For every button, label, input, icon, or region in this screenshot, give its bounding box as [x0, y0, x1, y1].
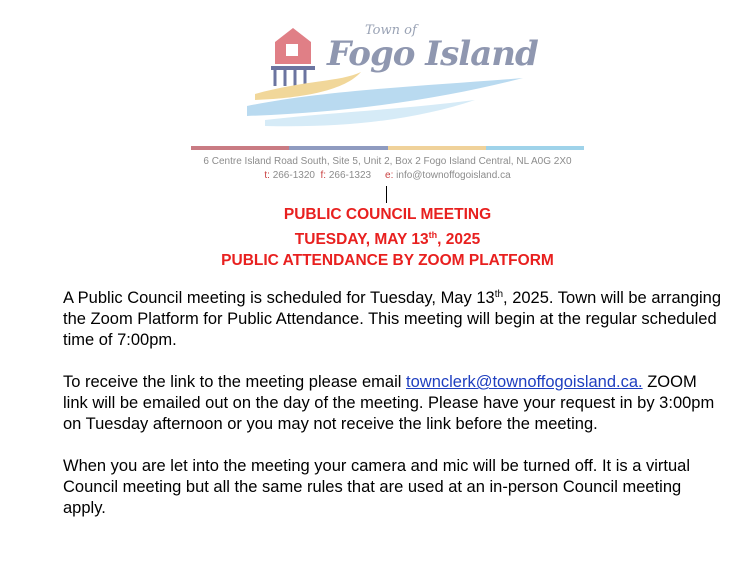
paragraph-rules: When you are let into the meeting your camera and mic will be turned off. It is a virtual Council meeting but all the same rules that are used at an in-person Council meeting apply. — [63, 457, 690, 517]
letterhead-contacts — [191, 170, 584, 181]
notice-body — [63, 288, 723, 540]
heading-line-1: PUBLIC COUNCIL MEETING — [283, 206, 492, 223]
logo-fogo-island: Fogo Island — [327, 34, 538, 74]
p2-pre: To receive the link to the meeting please email — [63, 373, 407, 391]
fax-label: f: — [320, 170, 327, 181]
heading-date-sup: th — [428, 230, 438, 240]
color-bar-segment-4 — [486, 146, 584, 150]
p1-post: , 2025. Town will be arranging the Zoom Platform for Public Attendance. This meeting will begin at the regular scheduled time of 7:00pm. — [63, 289, 722, 349]
paragraph-link-request — [63, 372, 723, 435]
townclerk-email-link[interactable]: townclerk@townoffogoisland.ca. — [406, 373, 643, 391]
letterhead-color-bar — [191, 146, 584, 150]
heading-date-pre: TUESDAY, MAY 13 — [294, 231, 429, 249]
p2-post: ZOOM link will be emailed out on the day of the meeting. Please have your request in by 3:00pm on Tuesday afternoon or you may not receive the link before the meeting. — [63, 373, 715, 433]
town-logo — [245, 20, 538, 132]
paragraph-schedule — [63, 288, 723, 351]
letterhead-email[interactable]: info@townoffogoisland.ca — [396, 170, 511, 181]
text-cursor — [386, 186, 387, 203]
tel-number: 266-1320 — [272, 170, 315, 181]
meeting-heading — [100, 204, 675, 271]
color-bar-segment-1 — [191, 146, 289, 150]
color-bar-segment-3 — [388, 146, 486, 150]
fax-number: 266-1323 — [328, 170, 372, 181]
heading-date-post: , 2025 — [437, 231, 481, 249]
letterhead-address: 6 Centre Island Road South, Site 5, Unit 2, Box 2 Fogo Island Central, NL A0G 2X0 — [203, 156, 572, 167]
color-bar-segment-2 — [289, 146, 387, 150]
p1-pre: A Public Council meeting is scheduled for Tuesday, May 13 — [63, 289, 495, 307]
heading-line-2 — [100, 225, 675, 250]
logo-town-of: Town of — [365, 23, 417, 38]
dock-deck — [271, 66, 315, 70]
tel-label: t: — [264, 170, 270, 181]
dock-stilts — [275, 70, 305, 86]
heading-line-3: PUBLIC ATTENDANCE BY ZOOM PLATFORM — [221, 252, 554, 270]
p1-sup: th — [494, 289, 504, 300]
email-label: e: — [385, 170, 394, 181]
house-window — [286, 44, 298, 56]
